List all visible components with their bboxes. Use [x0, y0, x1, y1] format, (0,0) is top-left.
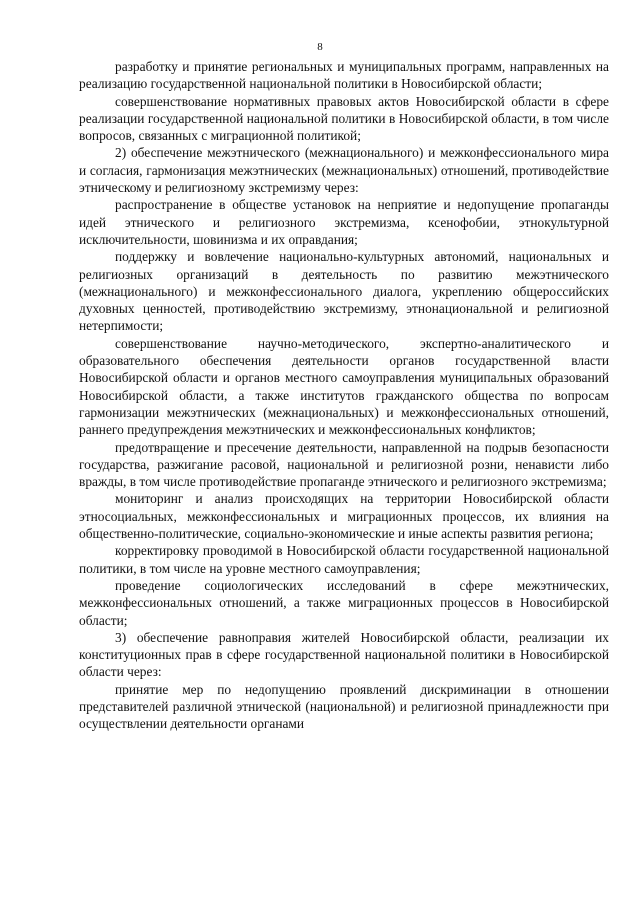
paragraph-3: 2) обеспечение межэтнического (межнационального) и межконфессионального мира и согласия, гармонизация межэтнических (межнациональных) отношений, противодействие этническому и религиозному экстремизму через: [79, 145, 609, 196]
paragraph-9: корректировку проводимой в Новосибирской области государственной национальной политики, в том числе на уровне местного самоуправления; [79, 543, 609, 576]
paragraph-5: поддержку и вовлечение национально-культурных автономий, национальных и религиозных организаций в деятельность по развитию межэтнического (межнационального) и межконфессионального диалога, укреплению общероссийских духовных ценностей, противодействию экстремизму, этнонациональной и религиозной нетерпимости; [79, 249, 609, 334]
paragraph-4: распространение в обществе установок на неприятие и недопущение пропаганды идей этнического и религиозного экстремизма, ксенофобии, этнокультурной исключительности, шовинизма и их оправдания; [79, 197, 609, 247]
paragraph-8: мониторинг и анализ происходящих на территории Новосибирской области этносоциальных, межконфессиональных и миграционных процессов, их влияния на общественно-политические, социально-экономические и иные аспекты развития региона; [79, 491, 609, 542]
paragraph-6: совершенствование научно-методического, экспертно-аналитического и образовательного обеспечения деятельности органов государственной власти Новосибирской области и органов местного самоуправления муниципальных образований Новосибирской области, а также институтов гражданского общества по вопросам гармонизации межэтнических (межнациональных) и межконфессиональных отношений, раннего предупреждения межэтнических и межконфессиональных конфликтов; [79, 335, 609, 438]
paragraph-7: предотвращение и пресечение деятельности, направленной на подрыв безопасности государства, разжигание расовой, национальной и религиозной розни, ненависти либо вражды, в том числе противодействие пропаганде этнического и религиозного экстремизма; [79, 439, 609, 490]
page-number: 8 [317, 41, 323, 53]
paragraph-12: принятие мер по недопущению проявлений дискриминации в отношении представителей различной этнической (национальной) и религиозной принадлежности при осуществлении деятельности органами [79, 681, 609, 732]
paragraph-1: разработку и принятие региональных и муниципальных программ, направленных на реализацию государственной национальной политики в Новосибирской области; [79, 59, 609, 92]
paragraph-11: 3) обеспечение равноправия жителей Новосибирской области, реализации их конституционных прав в сфере государственной национальной политики в Новосибирской области через: [79, 629, 609, 680]
paragraph-10: проведение социологических исследований в сфере межэтнических, межконфессиональных отношений, а также миграционных процессов в Новосибирской области; [79, 577, 609, 628]
document-body [79, 58, 609, 733]
paragraph-2: совершенствование нормативных правовых актов Новосибирской области в сфере реализации государственной национальной политики в Новосибирской области, в том числе вопросов, связанных с миграционной политикой; [79, 93, 609, 144]
